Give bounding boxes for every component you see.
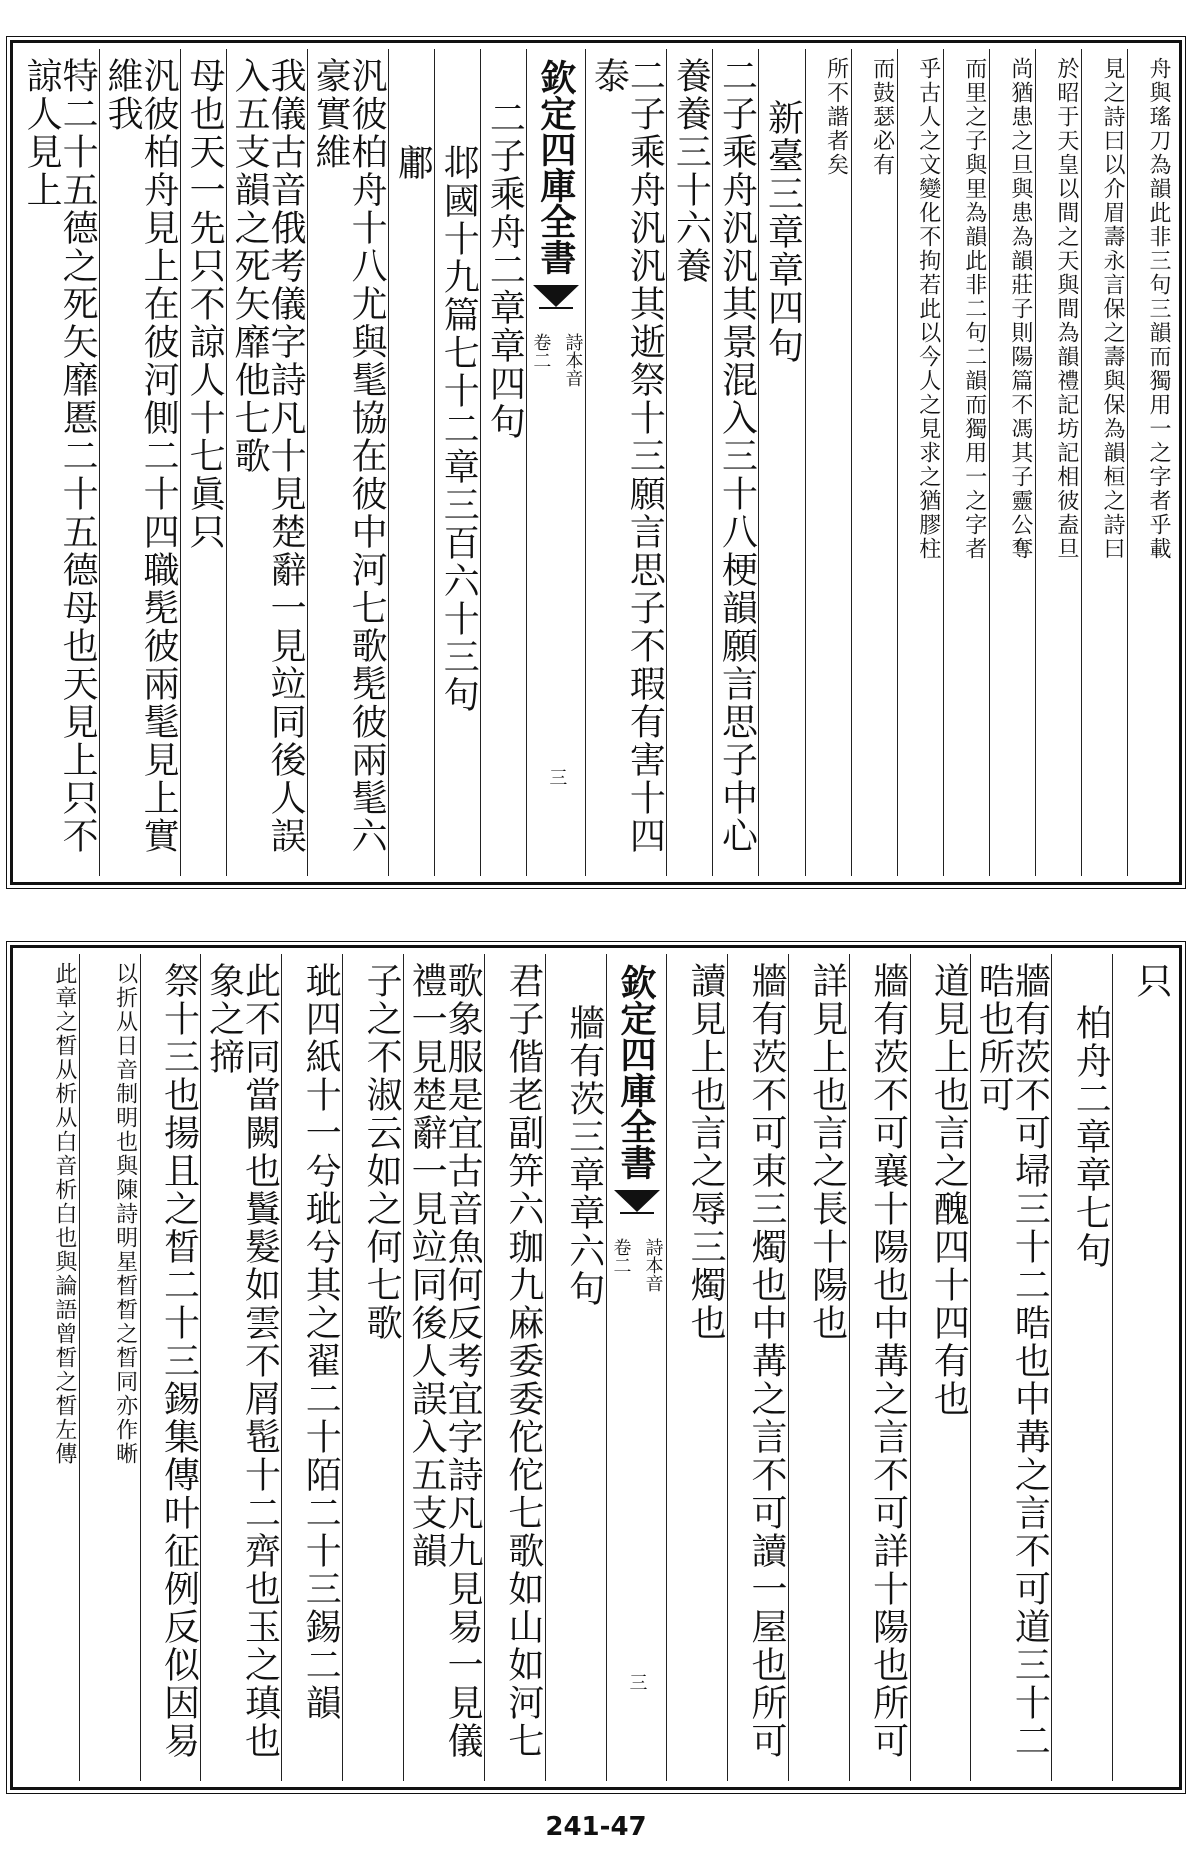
text-column: 養養三十六養 bbox=[666, 49, 712, 876]
center-margin bbox=[606, 954, 667, 1781]
chapter-summary: 新臺三章章四句 bbox=[758, 49, 804, 876]
volume-number: 卷二 bbox=[610, 1238, 632, 1274]
volume-title: 詩本音 bbox=[642, 1238, 664, 1292]
text-column: 詳見上也言之長十陽也 bbox=[788, 954, 849, 1781]
chapter-summary: 柏舟二章章七句 bbox=[1051, 954, 1112, 1781]
text-column: 汎彼柏舟見上在彼河側二十四職髧彼兩髦見上實維我 bbox=[99, 49, 180, 876]
text-column: 玼四紙十一兮玼兮其之翟二十陌二十三錫二韻 bbox=[281, 954, 342, 1781]
page-top bbox=[10, 40, 1182, 885]
text-column: 歌象服是宜古音魚何反考宜字詩凡九見易一見儀禮一見楚辭一見竝同後人誤入五支韻 bbox=[403, 954, 484, 1781]
text-column: 見之詩曰以介眉壽永言保之壽與保為韻桓之詩曰 bbox=[1081, 49, 1127, 876]
text-column: 二子乘舟汎汎其景混入三十八梗韻願言思子中心 bbox=[712, 49, 758, 876]
fish-tail-mark-icon bbox=[614, 1190, 660, 1228]
text-column: 牆有茨不可埽三十二晧也中冓之言不可道三十二晧也所可 bbox=[970, 954, 1051, 1781]
chapter-summary: 二子乘舟二章章四句 bbox=[480, 49, 526, 876]
text-column: 此不同當闕也鬒髮如雲不屑髢十二齊也玉之瑱也象之揥 bbox=[200, 954, 281, 1781]
text-column: 所不諧者矣 bbox=[805, 49, 851, 876]
volume-label bbox=[527, 333, 585, 387]
text-column: 母也天一先只不諒人十七眞只 bbox=[180, 49, 226, 876]
chapter-summary: 邶國十九篇七十二章三百六十三句 bbox=[434, 49, 480, 876]
text-column: 道見上也言之醜四十四有也 bbox=[910, 954, 971, 1781]
text-column: 此章之晳从析从白音析白也與論語曾晳之晳左傳 bbox=[51, 962, 77, 1466]
text-column: 而鼓瑟必有 bbox=[851, 49, 897, 876]
volume-title: 詩本音 bbox=[562, 333, 584, 387]
columns-bottom bbox=[19, 954, 1173, 1781]
center-margin bbox=[526, 49, 585, 876]
text-column: 只 bbox=[1112, 954, 1173, 1781]
text-column: 君子偕老副笄六珈九麻委委佗佗七歌如山如河七 bbox=[484, 954, 545, 1781]
section-title: 鄘 bbox=[388, 49, 434, 876]
leaf-number: 三 bbox=[626, 1673, 648, 1691]
text-column: 舟與瑤刀為韻此非三句三韻而獨用一之字者乎載 bbox=[1127, 49, 1173, 876]
page-bottom bbox=[10, 945, 1182, 1790]
text-column: 我儀古音俄考儀字詩凡十見楚辭一見竝同後人誤入五支韻之死矢靡他七歌 bbox=[226, 49, 307, 876]
chapter-summary: 牆有茨三章章六句 bbox=[545, 954, 606, 1781]
leaf-number: 三 bbox=[546, 768, 568, 786]
text-column: 子之不淑云如之何七歌 bbox=[342, 954, 403, 1781]
text-column: 以折从日音制明也與陳詩明星晳晳之晳同亦作晰 bbox=[79, 954, 140, 1781]
text-column: 汎彼柏舟十八尤與髦協在彼中河七歌髧彼兩髦六豪實維 bbox=[307, 49, 388, 876]
text-column: 牆有茨不可束三燭也中冓之言不可讀一屋也所可 bbox=[727, 954, 788, 1781]
volume-number: 卷二 bbox=[530, 333, 552, 369]
volume-label bbox=[608, 1238, 666, 1292]
page-number: 241-47 bbox=[545, 1812, 647, 1842]
text-column: 牆有茨不可襄十陽也中冓之言不可詳十陽也所可 bbox=[849, 954, 910, 1781]
text-column: 尚猶患之旦與患為韻莊子則陽篇不馮其子靈公奪 bbox=[989, 49, 1035, 876]
fish-tail-mark-icon bbox=[533, 285, 579, 323]
text-column: 於昭于天皇以間之天與間為韻禮記坊記相彼盍旦 bbox=[1035, 49, 1081, 876]
text-column: 二子乘舟汎汎其逝祭十三願言思子不瑕有害十四泰 bbox=[585, 49, 666, 876]
columns-top bbox=[19, 49, 1173, 876]
book-title: 欽定四庫全書 bbox=[534, 59, 577, 275]
text-column: 祭十三也揚且之晳二十三錫集傳叶征例反似因易 bbox=[140, 954, 201, 1781]
text-column: 讀見上也言之辱三燭也 bbox=[666, 954, 727, 1781]
book-title: 欽定四庫全書 bbox=[615, 964, 658, 1180]
text-column: 特二十五德之死矢靡慝二十五德母也天見上只不諒人見上 bbox=[21, 57, 99, 855]
text-column: 而里之子與里為韻此非二句二韻而獨用一之字者 bbox=[943, 49, 989, 876]
text-column: 乎古人之文變化不拘若此以今人之見求之猶膠柱 bbox=[897, 49, 943, 876]
